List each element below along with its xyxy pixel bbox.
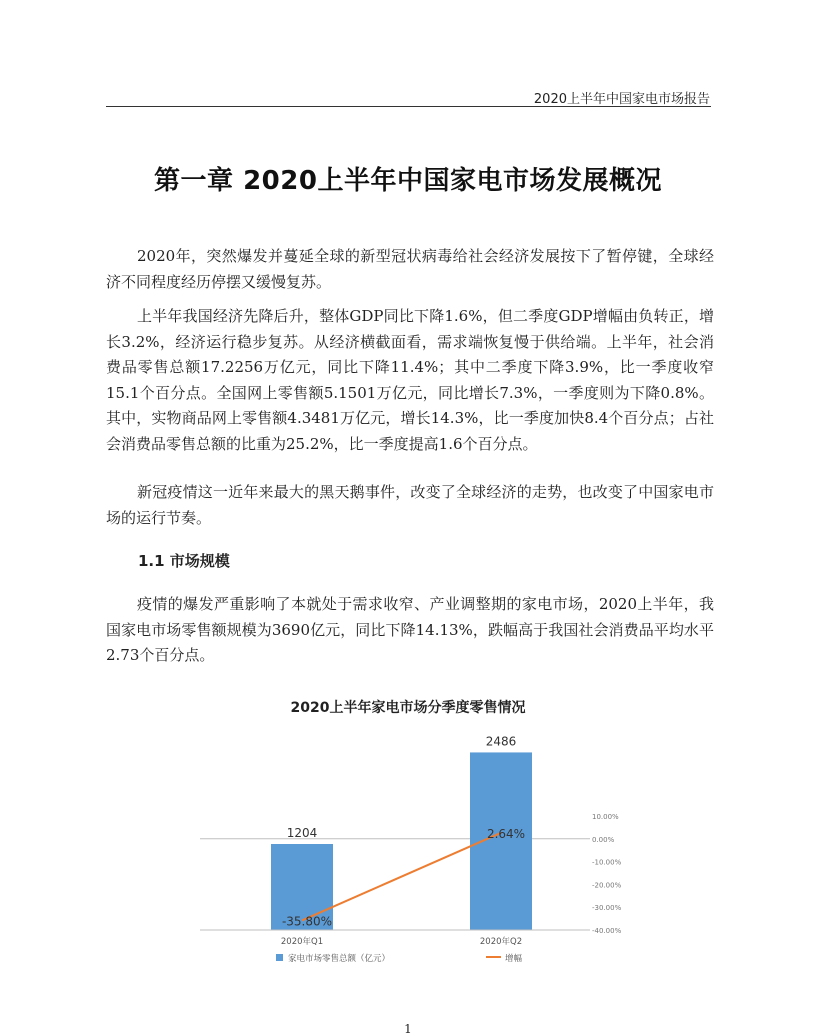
chapter-title: 第一章 2020上半年中国家电市场发展概况: [154, 166, 662, 196]
bar-label-2: 2486: [485, 734, 517, 749]
section-heading: 1.1 市场规模: [138, 552, 230, 570]
paragraph-4: 疫情的爆发严重影响了本就处于需求收窄、产业调整期的家电市场，2020上半年，我国家电市场零售额规模为3690亿元，同比下降14.13%，跌幅高于我国社会消费品平均水平2.73个百分点。: [106, 595, 714, 664]
right-axis-tick-5: -30.00%: [592, 904, 622, 913]
paragraph-1: 2020年，突然爆发并蔓延全球的新型冠状病毒给社会经济发展按下了暂停键，全球经济不同程度经历停摆又缓慢复苏。: [106, 247, 714, 291]
legend-label-bar: 家电市场零售总额（亿元）: [288, 954, 391, 964]
growth-label-1: -35.80%: [281, 914, 333, 929]
header-rule: [106, 106, 711, 107]
paragraph-3: 新冠疫情这一近年来最大的黑天鹅事件，改变了全球经济的走势，也改变了中国家电市场的运行节奏。: [106, 483, 714, 527]
paragraph-2: 上半年我国经济先降后升，整体GDP同比下降1.6%，但二季度GDP增幅由负转正，增长3.2%，经济运行稳步复苏。从经济横截面看，需求端恢复慢于供给端。上半年，社会消费品零售总额17.2256万亿元，同比下降11.4%；其中二季度下降3.9%，比一季度收窄15.1个百分点。全国网上零售额5.1501万亿元，同比增长7.3%，一季度则为下降0.8%。其中，实物商品网上零售额4.3481万亿元，增长14.3%，比一季度加快8.4个百分点；占社会消费品零售总额的比重为25.2%，比一季度提高1.6个百分点。: [106, 307, 714, 453]
legend-swatch-bar: [276, 954, 283, 961]
category-label-1: 2020年Q1: [280, 937, 324, 947]
right-axis-tick-2: 0.00%: [592, 835, 615, 844]
right-axis-tick-1: 10.00%: [592, 813, 619, 821]
right-axis-tick-6: -40.00%: [592, 927, 622, 935]
right-axis-tick-3: -10.00%: [592, 858, 622, 867]
right-axis-tick-4: -20.00%: [592, 881, 622, 890]
quarterly-retail-chart: [0, 720, 816, 980]
bar-label-1: 1204: [286, 826, 318, 840]
legend-label-line: 增幅: [505, 954, 523, 964]
page-number: 1: [404, 1022, 412, 1036]
growth-label-2: 2.64%: [486, 826, 526, 841]
bar-2: [470, 752, 532, 930]
chart-title: 2020上半年家电市场分季度零售情况: [290, 700, 526, 716]
running-header: 2020上半年中国家电市场报告: [533, 92, 710, 107]
category-label-2: 2020年Q2: [479, 937, 523, 947]
